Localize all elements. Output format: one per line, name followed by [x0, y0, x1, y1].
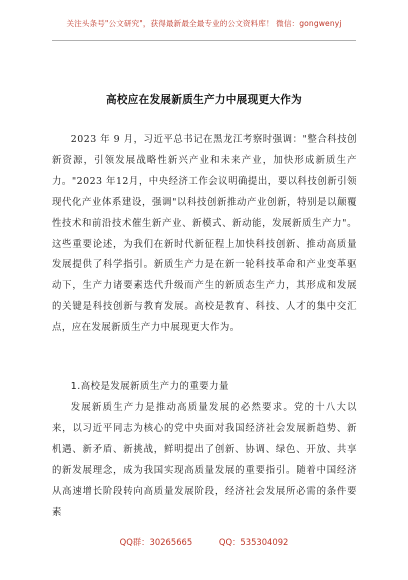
header-notice: 关注头条号"公文研究"，获得最新最全最专业的公文资料库！ 微信：gongwenyj	[66, 19, 342, 28]
footer-qq-group: QQ群：30265665	[119, 537, 193, 547]
paragraph-section-1: 发展新质生产力是推动高质量发展的必然要求。党的十八大以来，以习近平同志为核心的党中央面对我国经济社会发展新趋势、新机遇、新矛盾、新挑战，鲜明提出了创新、协调、绿色、开放、共享的新发展理念，成为我国实现高质量发展的重要指引。随着中国经济从高速增长阶段转向高质量发展阶段，经济社会发展所必需的条件要素	[52, 402, 357, 518]
body-section-intro	[52, 130, 357, 339]
paragraph-intro: 2023 年 9 月，习近平总书记在黑龙江考察时强调："整合科技创新资源，引领发展战略性新兴产业和未来产业，加快形成新质生产力。"2023 年12月，中央经济工作会议明确提出，要以科技创新引领现代化产业体系建设，强调"以科技创新推动产业创新，特别是以颠覆性技术和前沿技术催生新产业、新模式、新动能，发展新质生产力"。这些重要论述，为我们在新时代新征程上加快科技创新、推动高质量发展提供了科学指引。新质生产力是在新一轮科技革命和产业变革驱动下，生产力诸要素迭代升级而产生的新质态生产力，其形成和发展的关键是科技创新与教育发展。高校是教育、科技、人才的集中交汇点，应在发展新质生产力中展现更大作为。	[52, 134, 357, 334]
section-heading-1: 1.高校是发展新质生产力的重要力量	[70, 381, 229, 392]
document-title: 高校应在发展新质生产力中展现更大作为	[105, 94, 303, 106]
footer-qq: QQ：535304092	[218, 537, 289, 547]
body-section-1	[52, 398, 357, 523]
header-divider	[52, 40, 356, 41]
footer-contact	[0, 536, 408, 548]
